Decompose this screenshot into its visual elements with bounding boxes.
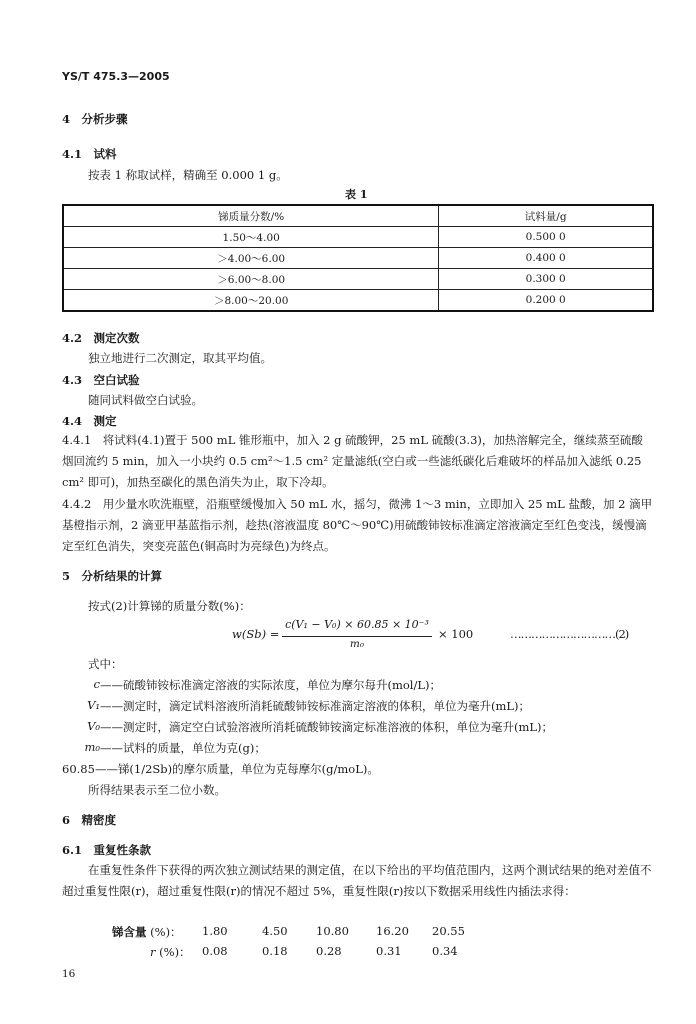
table-cell: 0.500 0 <box>439 227 653 248</box>
section-5-heading <box>62 568 162 584</box>
table-cell: ＞6.00～8.00 <box>63 269 439 290</box>
def-symbol: V₁ <box>87 698 100 712</box>
subsection-number: 4.1 <box>62 147 83 161</box>
table-row <box>63 290 653 312</box>
heading-number: 6 <box>62 813 71 827</box>
table-cell: 0.400 0 <box>439 248 653 269</box>
formula-intro: 按式(2)计算锑的质量分数(%)： <box>88 599 251 613</box>
precision-row-r <box>150 944 191 960</box>
subsection-4-2-heading <box>62 330 140 346</box>
formula-denominator: m₀ <box>349 638 365 650</box>
paragraph-4-4-1: 4.4.1 将试料(4.1)置于 500 mL 锥形瓶中，加入 2 g 硫酸钾，25 mL 硫酸(3.3)，加热溶解完全，继续蒸至硫酸烟回流约 5 min，加入一小块约 0.5 cm²～1.5 cm² 定量滤纸(空白或一些滤纸碳化后难破坏的样品加入滤纸 0.25 cm² 即可)，加热至碳化的黑色消失为止，取下冷却。 <box>62 433 643 489</box>
def-symbol: c <box>93 677 100 691</box>
heading-text: 分析结果的计算 <box>81 569 163 583</box>
subsection-6-1-heading <box>62 842 151 858</box>
formula-rhs: × 100 <box>438 627 474 641</box>
table-cell: 1.50～4.00 <box>63 227 439 248</box>
standard-number: YS/T 475.3—2005 <box>62 70 170 83</box>
sample-mass-table <box>62 204 654 312</box>
table-row <box>63 227 653 248</box>
fraction-line <box>282 636 432 637</box>
page-number: 16 <box>62 968 76 980</box>
subsection-4-1-heading <box>62 146 117 162</box>
subsection-title: 空白试验 <box>93 373 140 387</box>
def-text: ——锑(1/2Sb)的摩尔质量，单位为克每摩尔(g/moL)。 <box>94 762 379 776</box>
precision-value: 0.34 <box>432 944 458 958</box>
formula-lhs: w(Sb) = <box>232 627 280 641</box>
def-text: ——测定时，滴定空白试验溶液所消耗硫酸铈铵滴定标准溶液的体积，单位为毫升(mL)； <box>100 720 554 734</box>
subsection-title: 测定次数 <box>93 331 140 345</box>
subsection-title: 重复性条款 <box>93 843 152 857</box>
table-header-row <box>63 205 653 227</box>
subsection-number: 4.3 <box>62 373 83 387</box>
subsection-number: 4.4 <box>62 414 83 428</box>
def-text: ——测定时，滴定试料溶液所消耗硫酸铈铵标准滴定溶液的体积，单位为毫升(mL)； <box>100 699 531 713</box>
def-symbol: V₀ <box>87 719 100 733</box>
def-symbol: 60.85 <box>62 762 95 776</box>
table-cell: ＞4.00～6.00 <box>63 248 439 269</box>
precision-unit: (%)： <box>150 925 182 939</box>
subsection-4-4-heading <box>62 413 117 429</box>
subsection-4-1-text: 按表 1 称取试样，精确至 0.000 1 g。 <box>88 168 288 182</box>
subsection-title: 试料 <box>93 147 117 161</box>
formula-numerator: c(V₁ − V₀) × 60.85 × 10⁻³ <box>285 618 429 631</box>
def-text: ——试料的质量，单位为克(g)； <box>100 741 266 755</box>
heading-text: 精密度 <box>81 813 117 827</box>
precision-unit: (%)： <box>159 945 191 959</box>
precision-row-content <box>112 924 182 940</box>
precision-value: 16.20 <box>376 924 409 938</box>
precision-value: 1.80 <box>202 924 228 938</box>
heading-text: 分析步骤 <box>81 112 128 126</box>
heading-number: 5 <box>62 569 71 583</box>
table-header-cell: 试料量/g <box>439 205 653 227</box>
precision-value: 0.18 <box>262 944 288 958</box>
def-line <box>62 761 379 777</box>
table-row <box>63 269 653 290</box>
table-cell: 0.300 0 <box>439 269 653 290</box>
table-cell: ＞8.00～20.00 <box>63 290 439 312</box>
table-caption: 表 1 <box>345 188 368 201</box>
heading-number: 4 <box>62 112 71 126</box>
equation-number: …………………………(2) <box>510 627 629 641</box>
precision-value: 0.31 <box>376 944 402 958</box>
paragraph-6-1: 在重复性条件下获得的两次独立测试结果的测定值，在以下给出的平均值范围内，这两个测试结果的绝对差值不超过重复性限(r)，超过重复性限(r)的情况不超过 5%，重复性限(r)按以下数据采用线性内插法求得： <box>62 863 652 898</box>
subsection-4-3-text: 随同试料做空白试验。 <box>88 393 203 407</box>
table-row <box>63 248 653 269</box>
precision-label: 锑含量 <box>112 925 147 939</box>
table-header-cell: 锑质量分数/% <box>63 205 439 227</box>
section-6-heading <box>62 812 116 828</box>
where-label: 式中： <box>88 657 123 671</box>
subsection-number: 4.2 <box>62 331 83 345</box>
result-note: 所得结果表示至二位小数。 <box>88 783 226 797</box>
def-symbol: m₀ <box>84 740 100 754</box>
precision-value: 0.08 <box>202 944 228 958</box>
subsection-4-2-text: 独立地进行二次测定，取其平均值。 <box>88 351 272 365</box>
subsection-title: 测定 <box>93 414 117 428</box>
paragraph-4-4-2: 4.4.2 用少量水吹洗瓶壁，沿瓶壁缓慢加入 50 mL 水，摇匀，微沸 1～3 min，立即加入 25 mL 盐酸，加 2 滴甲基橙指示剂，2 滴亚甲基蓝指示剂，趁热(溶液温度 80℃～90℃)用硫酸铈铵标准滴定溶液滴定至红色变浅，缓慢滴定至红色消失，突变亮蓝色(铜高时为亮绿色)为终点。 <box>62 497 653 553</box>
def-text: ——硫酸铈铵标准滴定溶液的实际浓度，单位为摩尔每升(mol/L)； <box>100 678 441 692</box>
subsection-number: 6.1 <box>62 843 83 857</box>
precision-value: 0.28 <box>316 944 342 958</box>
precision-value: 10.80 <box>316 924 349 938</box>
section-4-heading <box>62 111 128 127</box>
subsection-4-3-heading <box>62 372 140 388</box>
precision-label: r <box>150 945 156 959</box>
precision-value: 20.55 <box>432 924 465 938</box>
precision-value: 4.50 <box>262 924 288 938</box>
table-cell: 0.200 0 <box>439 290 653 312</box>
